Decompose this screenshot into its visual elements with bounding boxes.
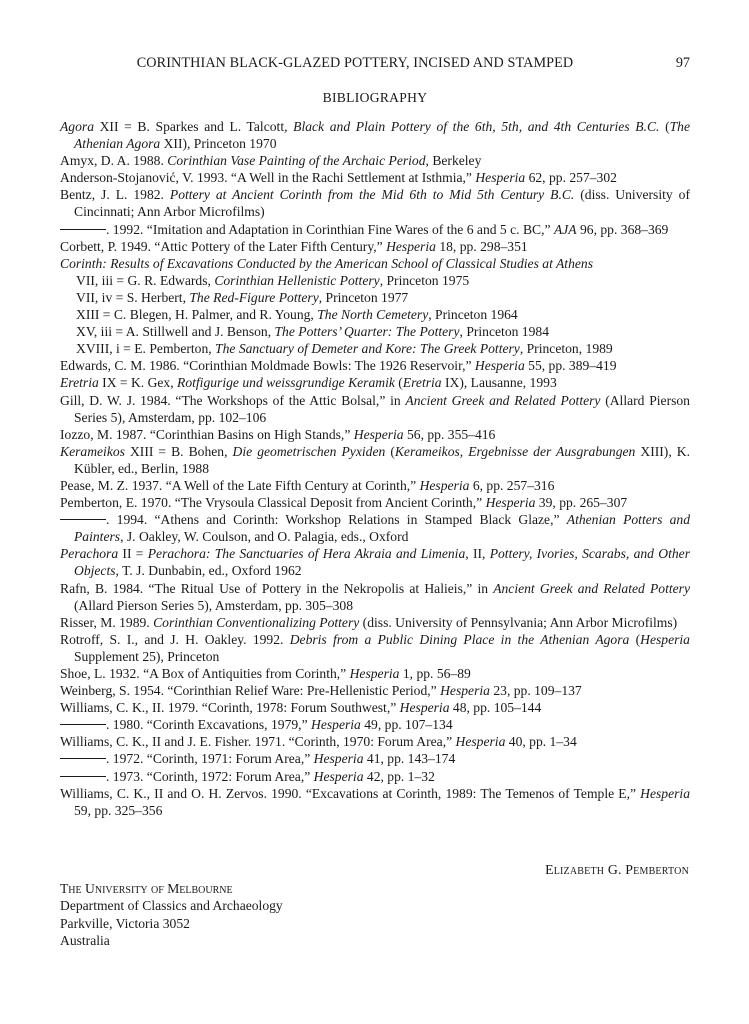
- entry-text: , Princeton, 1989: [519, 341, 613, 357]
- entry-text: 41, pp. 143–174: [363, 751, 456, 767]
- entry-text: 96, pp. 368–369: [576, 221, 669, 237]
- section-title: BIBLIOGRAPHY: [322, 90, 428, 105]
- italic-text: Ancient Greek and Related Pottery: [405, 392, 601, 408]
- page-number: 97: [675, 55, 690, 71]
- entry-text: Weinberg, S. 1954. “Corinthian Relief Ware: Pre-Hellenistic Period,”: [60, 683, 441, 699]
- italic-text: The North Cemetery: [317, 307, 429, 323]
- entry-text: XII = B. Sparkes and L. Talcott,: [93, 119, 294, 134]
- italic-text: Ancient Greek and Related Pottery: [493, 580, 690, 596]
- italic-text: Hesperia: [440, 683, 490, 699]
- entry-text: 1, pp. 56–89: [399, 666, 471, 681]
- entry-text: VII, iii = G. R. Edwards,: [76, 272, 215, 288]
- entry-text: , J. Oakley, W. Coulson, and O. Palagia, eds., Oxford: [120, 529, 409, 545]
- italic-text: Hesperia: [485, 495, 536, 511]
- entry-text: Corbett, P. 1949. “Attic Pottery of the Later Fifth Century,”: [60, 238, 387, 254]
- entry-text: Rafn, B. 1984. “The Ritual Use of Pottery in the Nekropolis at Halieis,” in: [60, 580, 494, 596]
- entry-text: (Allard Pierson Series 5), Amsterdam, pp. 102–106: [74, 392, 690, 425]
- entry-text: Anderson-Stojanović, V. 1993. “A Well in the Rachi Settlement at Isthmia,”: [60, 170, 476, 186]
- entry-text: , T. J. Dunbabin, ed., Oxford 1962: [115, 563, 302, 579]
- italic-text: The Potters’ Quarter: The Pottery: [274, 324, 460, 340]
- bibliography-sub-entry: [60, 323, 690, 340]
- bibliography-entry: [60, 545, 690, 579]
- entry-text: (: [629, 631, 641, 647]
- entry-text: Williams, C. K., II and O. H. Zervos. 1990. “Excavations at Corinth, 1989: The Temenos of Temple E,”: [60, 785, 641, 801]
- italic-text: Hesperia: [640, 785, 690, 801]
- entry-text: Iozzo, M. 1987. “Corinthian Basins on High Stands,”: [60, 426, 354, 442]
- bibliography-entry: [60, 477, 690, 494]
- entry-text: Gill, D. W. J. 1984. “The Workshops of the Attic Bolsal,” in: [60, 392, 406, 408]
- italic-text: Hesperia: [313, 768, 364, 784]
- italic-text: Agora: [60, 119, 94, 134]
- entry-text: 6, pp. 257–316: [469, 477, 555, 493]
- entry-text: , II,: [465, 546, 490, 562]
- italic-text: Eretria: [60, 375, 99, 391]
- italic-text: The Red-Figure Pottery: [189, 289, 319, 305]
- bibliography-entry: [60, 699, 690, 716]
- bibliography-entry: [60, 614, 690, 631]
- bibliography-entry: [60, 494, 690, 511]
- bibliography-entry: [60, 374, 690, 391]
- entry-text: Amyx, D. A. 1988.: [60, 153, 168, 169]
- italic-text: Pottery at Ancient Corinth from the Mid 6th to Mid 5th Century B.C.: [169, 187, 575, 203]
- entry-text: , Berkeley: [425, 153, 482, 169]
- address-country: Australia: [60, 933, 110, 949]
- entry-text: (diss. University of Pennsylvania; Ann Arbor Microfilms): [359, 614, 678, 630]
- entry-text: Williams, C. K., II. 1979. “Corinth, 1978: Forum Southwest,”: [60, 700, 400, 716]
- italic-text: Rotfigurige und weissgrundige Keramik: [177, 375, 395, 391]
- bibliography-entry: [60, 357, 690, 374]
- entry-text: Risser, M. 1989.: [60, 614, 154, 630]
- italic-text: Corinthian Hellenistic Pottery: [214, 272, 380, 288]
- author-signature: Elizabeth G. Pemberton: [545, 862, 689, 877]
- italic-text: Kerameikos, Ergebnisse der Ausgrabungen: [394, 443, 636, 459]
- ditto-dash: [60, 724, 106, 725]
- italic-text: Pottery, Ivories, Scarabs, and Other Objects: [74, 546, 690, 579]
- address-department: Department of Classics and Archaeology: [60, 898, 283, 914]
- entry-text: . 1973. “Corinth, 1972: Forum Area,”: [106, 768, 314, 784]
- bibliography-sub-entry: [60, 340, 690, 357]
- italic-text: Hesperia: [349, 666, 400, 681]
- entry-text: , Princeton 1977: [318, 289, 409, 305]
- bibliography-entry: [60, 186, 690, 220]
- entry-text: 18, pp. 298–351: [435, 238, 528, 254]
- italic-text: Hesperia: [419, 477, 470, 493]
- entry-text: II =: [118, 546, 148, 562]
- entry-text: . 1994. “Athens and Corinth: Workshop Relations in Stamped Black Glaze,”: [106, 512, 567, 528]
- entry-text: , Princeton 1984: [459, 324, 549, 340]
- italic-text: Hesperia: [455, 734, 506, 750]
- italic-text: Hesperia: [399, 700, 450, 716]
- italic-text: Debris from a Public Dining Place in the Athenian Agora: [289, 631, 630, 647]
- italic-text: Hesperia: [474, 358, 525, 374]
- italic-text: Hesperia: [313, 751, 364, 767]
- bibliography-entry: [60, 169, 690, 186]
- entry-text: Williams, C. K., II and J. E. Fisher. 1971. “Corinth, 1970: Forum Area,”: [60, 734, 456, 750]
- ditto-dash: [60, 229, 106, 230]
- entry-text: XII), Princeton 1970: [160, 136, 277, 152]
- italic-text: AJA: [553, 221, 577, 237]
- italic-text: Corinth: Results of Excavations Conducted by the American School of Classical Studies at Athens: [60, 255, 593, 271]
- entry-text: XIII = C. Blegen, H. Palmer, and R. Young,: [76, 307, 318, 323]
- entry-text: (: [385, 443, 395, 459]
- entry-text: XV, iii = A. Stillwell and J. Benson,: [76, 324, 275, 340]
- italic-text: The Sanctuary of Demeter and Kore: The Greek Pottery: [215, 341, 520, 357]
- entry-text: , Princeton 1975: [379, 272, 470, 288]
- address-city: Parkville, Victoria 3052: [60, 915, 190, 931]
- entry-text: IX), Lausanne, 1993: [441, 375, 557, 391]
- bibliography-entry: [60, 733, 690, 750]
- address-institution: The University of Melbourne: [60, 881, 233, 896]
- entry-text: 62, pp. 257–302: [525, 170, 617, 186]
- ditto-dash: [60, 758, 106, 759]
- entry-text: 48, pp. 105–144: [449, 700, 542, 716]
- entry-text: Rotroff, S. I., and J. H. Oakley. 1992.: [60, 631, 290, 647]
- entry-text: 23, pp. 109–137: [489, 683, 582, 699]
- bibliography-entry: [60, 665, 690, 682]
- bibliography-entry: [60, 118, 690, 152]
- entry-text: Shoe, L. 1932. “A Box of Antiquities from Corinth,”: [60, 666, 350, 681]
- bibliography-entry: [60, 238, 690, 255]
- running-head: [60, 55, 690, 75]
- entry-text: . 1972. “Corinth, 1971: Forum Area,”: [106, 751, 314, 767]
- bibliography-entry: [60, 152, 690, 169]
- bibliography-entry: [60, 716, 690, 733]
- italic-text: Hesperia: [640, 631, 690, 647]
- entry-text: (: [394, 375, 403, 391]
- bibliography-entry: [60, 580, 690, 614]
- entry-text: , Princeton 1964: [428, 307, 518, 323]
- bibliography-list: [60, 118, 690, 819]
- entry-text: VII, iv = S. Herbert,: [76, 289, 190, 305]
- entry-text: Supplement 25), Princeton: [74, 648, 220, 664]
- entry-text: 42, pp. 1–32: [363, 768, 435, 784]
- entry-text: (Allard Pierson Series 5), Amsterdam, pp. 305–308: [74, 597, 354, 613]
- bibliography-entry: [60, 443, 690, 477]
- italic-text: Hesperia: [311, 717, 361, 733]
- italic-text: The Athenian Agora: [74, 119, 690, 152]
- italic-text: Die geometrischen Pyxiden: [232, 443, 386, 459]
- bibliography-entry: [60, 221, 690, 238]
- entry-text: XIII = B. Bohen,: [124, 443, 233, 459]
- bibliography-entry: [60, 768, 690, 785]
- italic-text: Black and Plain Pottery of the 6th, 5th, and 4th Centuries B.C.: [293, 119, 660, 134]
- entry-text: IX = K. Gex,: [98, 375, 178, 391]
- entry-text: 55, pp. 389–419: [524, 358, 617, 374]
- bibliography-entry: [60, 785, 690, 819]
- bibliography-entry: [60, 255, 690, 272]
- italic-text: Hesperia: [475, 170, 526, 186]
- bibliography-entry: [60, 426, 690, 443]
- entry-text: XIII), K. Kübler, ed., Berlin, 1988: [74, 443, 690, 476]
- entry-text: 59, pp. 325–356: [74, 802, 163, 818]
- entry-text: 39, pp. 265–307: [535, 495, 628, 511]
- entry-text: Edwards, C. M. 1986. “Corinthian Moldmade Bowls: The 1926 Reservoir,”: [60, 358, 475, 374]
- italic-text: Perachora: The Sanctuaries of Hera Akraia and Limenia: [147, 546, 466, 562]
- italic-text: Hesperia: [353, 426, 404, 442]
- italic-text: Athenian Potters and Painters: [74, 512, 690, 545]
- bibliography-entry: [60, 750, 690, 767]
- running-title: CORINTHIAN BLACK-GLAZED POTTERY, INCISED AND STAMPED: [136, 55, 574, 71]
- ditto-dash: [60, 519, 106, 520]
- bibliography-entry: [60, 511, 690, 545]
- bibliography-sub-entry: [60, 306, 690, 323]
- entry-text: 56, pp. 355–416: [403, 426, 496, 442]
- italic-text: Perachora: [60, 546, 119, 562]
- entry-text: . 1992. “Imitation and Adaptation in Corinthian Fine Wares of the 6 and 5 c. BC,”: [106, 221, 554, 237]
- bibliography-entry: [60, 682, 690, 699]
- entry-text: Pease, M. Z. 1937. “A Well of the Late Fifth Century at Corinth,”: [60, 477, 420, 493]
- entry-text: (: [659, 119, 670, 134]
- entry-text: Bentz, J. L. 1982.: [60, 187, 170, 203]
- entry-text: Pemberton, E. 1970. “The Vrysoula Classical Deposit from Ancient Corinth,”: [60, 495, 486, 511]
- italic-text: Kerameikos: [60, 443, 125, 459]
- bibliography-sub-entry: [60, 272, 690, 289]
- ditto-dash: [60, 776, 106, 777]
- entry-text: 40, pp. 1–34: [505, 734, 577, 750]
- italic-text: Hesperia: [386, 238, 436, 254]
- entry-text: 49, pp. 107–134: [360, 717, 453, 733]
- italic-text: Eretria: [402, 375, 442, 391]
- bibliography-sub-entry: [60, 289, 690, 306]
- author-address: [60, 880, 283, 950]
- entry-text: XVIII, i = E. Pemberton,: [76, 341, 216, 357]
- bibliography-entry: [60, 631, 690, 665]
- italic-text: Corinthian Conventionalizing Pottery: [153, 614, 360, 630]
- entry-text: . 1980. “Corinth Excavations, 1979,”: [106, 717, 312, 733]
- bibliography-entry: [60, 392, 690, 426]
- entry-text: (diss. University of Cincinnati; Ann Arbor Microfilms): [74, 187, 690, 220]
- italic-text: Corinthian Vase Painting of the Archaic Period: [167, 153, 426, 169]
